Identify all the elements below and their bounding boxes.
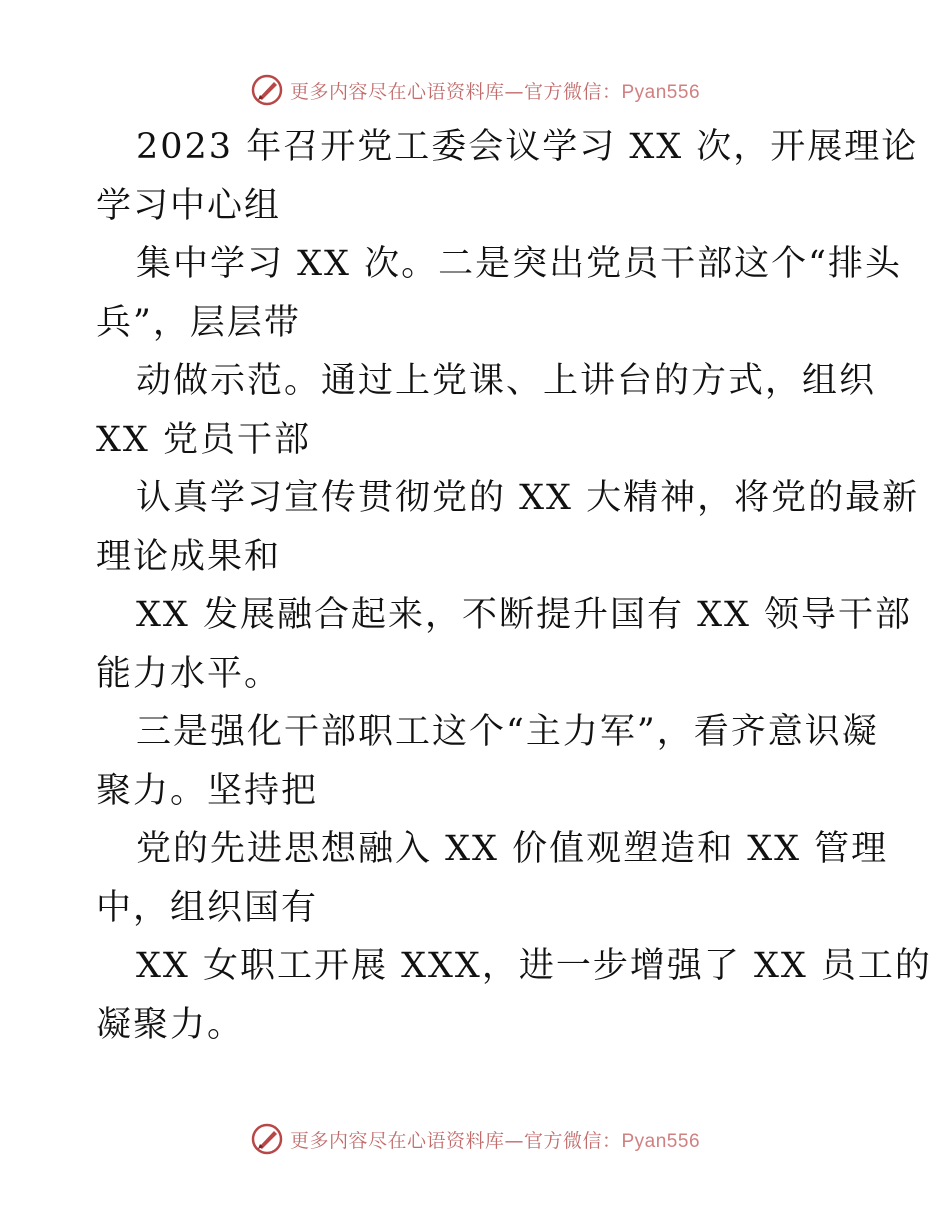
text-line: 中，组织国有 (96, 887, 319, 928)
text-line: 凝聚力。 (96, 1004, 245, 1045)
text-line: XX 女职工开展 XXX，进一步增强了 XX 员工的 (136, 946, 932, 986)
text-line: 兵”，层层带 (96, 302, 301, 343)
header-watermark (0, 70, 950, 110)
text-line: 动做示范。通过上党课、上讲台的方式，组织 (136, 361, 877, 401)
text-line: 2023 年召开党工委会议学习 XX 次，开展理论 (136, 127, 919, 167)
watermark-text: 更多内容尽在心语资料库—官方微信：Pyan556 (289, 1129, 701, 1152)
footer-watermark (0, 1119, 950, 1159)
text-line: 党的先进思想融入 XX 价值观塑造和 XX 管理 (136, 829, 889, 869)
text-line: XX 党员干部 (96, 419, 311, 460)
quill-logo-icon (250, 1122, 284, 1156)
watermark-text: 更多内容尽在心语资料库—官方微信：Pyan556 (289, 80, 701, 103)
text-line: 集中学习 XX 次。二是突出党员干部这个“排头 (136, 244, 902, 284)
text-line: 理论成果和 (96, 536, 282, 577)
watermark-account: Pyan556 (621, 81, 701, 103)
text-line: 三是强化干部职工这个“主力军”，看齐意识凝 (136, 712, 879, 752)
text-line: XX 发展融合起来，不断提升国有 XX 领导干部 (136, 595, 913, 635)
text-line: 能力水平。 (96, 653, 282, 694)
quill-logo-icon (250, 73, 284, 107)
text-line: 聚力。坚持把 (96, 770, 319, 811)
document-body (96, 118, 932, 1054)
watermark-account: Pyan556 (621, 1130, 701, 1152)
text-line: 认真学习宣传贯彻党的 XX 大精神，将党的最新 (136, 478, 920, 518)
text-line: 学习中心组 (96, 185, 282, 226)
